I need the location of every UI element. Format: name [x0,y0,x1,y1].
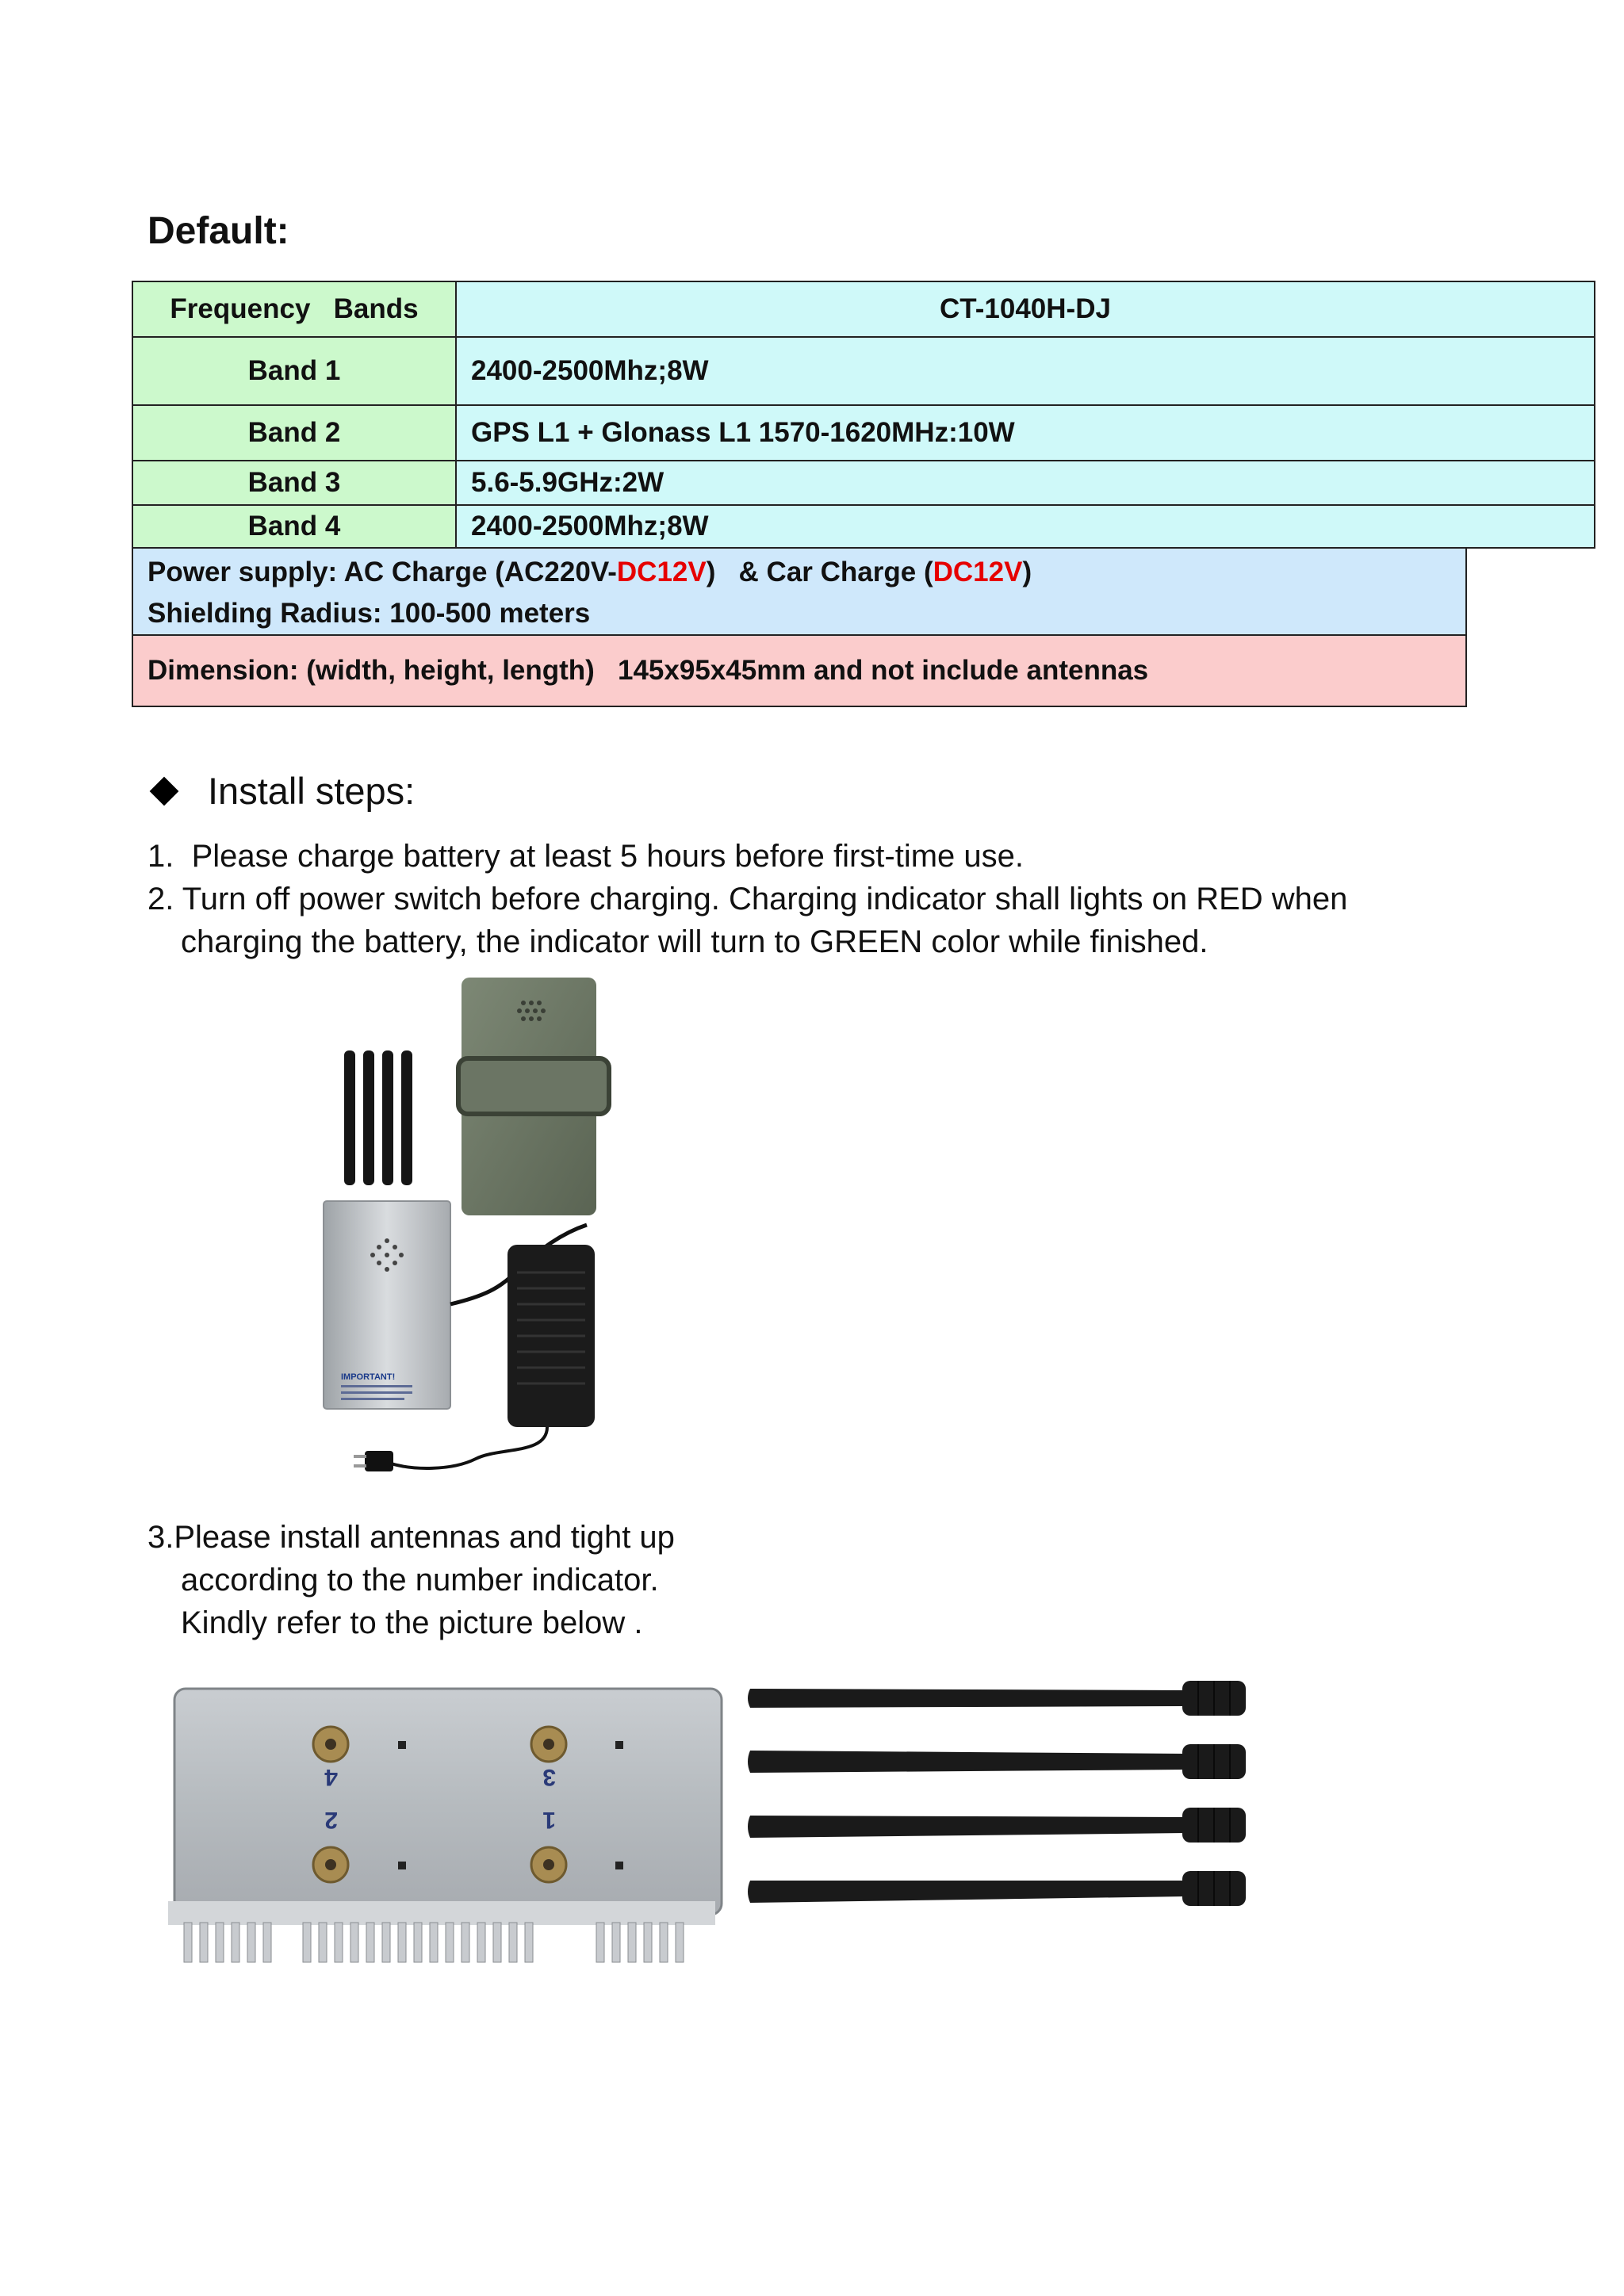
step-1: 1. Please charge battery at least 5 hours before first-time use. [147,839,1024,874]
band-2-value: GPS L1 + Glonass L1 1570-1620MHz:10W [455,404,1595,461]
antennas-photo [742,1665,1258,1966]
step-2-line-1: 2. Turn off power switch before charging. Charging indicator shall lights on RED when [147,882,1348,916]
power-supply-row [132,547,1467,636]
dimension-text: Dimension: (width, height, length) 145x95x45mm and not include antennas [147,655,1149,686]
band-4-value: 2400-2500Mhz;8W [455,504,1595,549]
port-number-1: 1 [542,1807,556,1833]
header-model: CT-1040H-DJ [455,281,1595,338]
band-3-value: 5.6-5.9GHz:2W [455,460,1595,506]
device-ports-photo [168,1681,726,1966]
band-1-value: 2400-2500Mhz;8W [455,336,1595,406]
jammer-kit-photo [309,971,642,1502]
step-2-line-2: charging the battery, the indicator will turn to GREEN color while finished. [181,924,1208,959]
port-number-2: 2 [324,1807,338,1833]
band-2-name: Band 2 [132,404,457,461]
shielding-radius: Shielding Radius: 100-500 meters [147,598,591,629]
install-steps-title: Install steps: [147,769,415,813]
band-4-name: Band 4 [132,504,457,549]
dc12v-highlight: DC12V [616,557,707,587]
diamond-bullet-icon [150,776,179,806]
band-1-name: Band 1 [132,336,457,406]
important-label: IMPORTANT! [341,1372,396,1382]
dc12v-highlight: DC12V [933,557,1023,587]
header-frequency-bands: Frequency Bands [132,281,457,338]
power-supply-text: Power supply: AC Charge (AC220V-DC12V) & Car Charge (DC12V) [147,557,1032,587]
band-3-name: Band 3 [132,460,457,506]
step-3-line-2: according to the number indicator. [181,1563,659,1598]
port-number-4: 4 [324,1764,338,1790]
step-3-line-1: 3.Please install antennas and tight up [147,1520,675,1555]
page-heading: Default: [147,210,289,252]
port-number-3: 3 [542,1764,556,1790]
dimension-row [132,634,1467,707]
step-3-line-3: Kindly refer to the picture below . [181,1605,643,1640]
